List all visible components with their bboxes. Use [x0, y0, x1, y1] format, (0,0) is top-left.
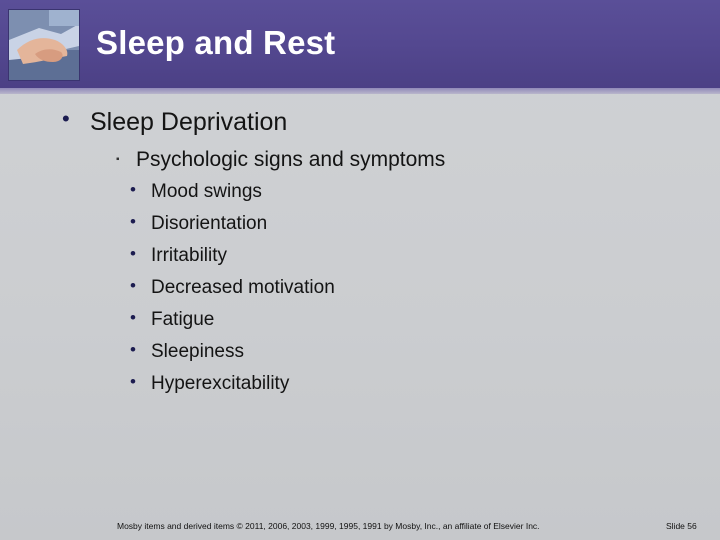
slide-title: Sleep and Rest [96, 24, 336, 61]
bullet-dot-icon: • [130, 308, 136, 327]
list-item-text: Disorientation [151, 213, 268, 234]
bullet-dot-icon: • [130, 244, 136, 263]
list-item-text: Mood swings [151, 181, 262, 202]
list-item-text: Hyperexcitability [151, 373, 290, 394]
bullet-dot-icon: • [130, 180, 136, 199]
bullet-dot-icon: • [130, 340, 136, 359]
header-divider [0, 88, 720, 94]
list-item-text: Decreased motivation [151, 277, 335, 298]
header-bar [0, 0, 720, 88]
list-item-text: Sleepiness [151, 341, 244, 362]
photo-hands-image [8, 9, 80, 81]
bullet-dot-icon: • [130, 276, 136, 295]
copyright-footer: Mosby items and derived items © 2011, 2006, 2003, 1999, 1995, 1991 by Mosby, Inc., an affiliate of Elsevier Inc. [117, 521, 540, 531]
bullet-level2-text: Psychologic signs and symptoms [136, 148, 446, 171]
bullet-dot-icon: • [130, 372, 136, 391]
bullet-dot-icon: • [62, 106, 70, 131]
bullet-level1-text: Sleep Deprivation [90, 108, 288, 136]
slide-number: Slide 56 [666, 521, 697, 531]
list-item-text: Fatigue [151, 309, 215, 330]
bullet-square-icon: ▪ [116, 154, 120, 165]
list-item-text: Irritability [151, 245, 228, 266]
bullet-dot-icon: • [130, 212, 136, 231]
